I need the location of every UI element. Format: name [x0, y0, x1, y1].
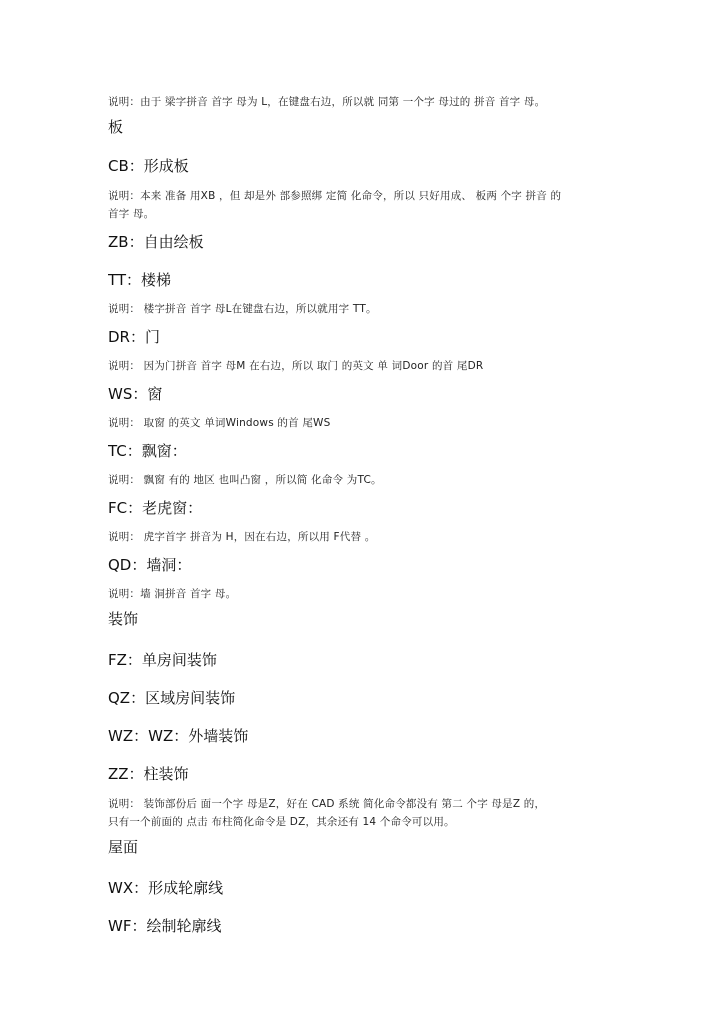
- command-ws: WS：窗: [108, 385, 163, 403]
- note-cb-explanation-line2: 首字 母。: [108, 208, 155, 220]
- command-wf: WF：绘制轮廓线: [108, 917, 222, 935]
- note-tt-explanation: 说明： 楼字拼音 首字 母L在键盘右边，所以就用字 TT。: [108, 303, 377, 315]
- note-zz-explanation-line2: 只有一个前面的 点击 布柱简化命令是 DZ，其余还有 14 个命令可以用。: [108, 816, 455, 828]
- command-cb: CB：形成板: [108, 157, 189, 175]
- note-zz-explanation-line1: 说明： 装饰部份后 面一个字 母是Z，好在 CAD 系统 简化命令都没有 第二 个字 母是Z 的，: [108, 798, 546, 810]
- section-title-decoration: 装饰: [108, 610, 139, 628]
- command-tt: TT：楼梯: [108, 271, 172, 289]
- note-ws-explanation: 说明： 取窗 的英文 单词Windows 的首 尾WS: [108, 417, 331, 429]
- command-fz: FZ：单房间装饰: [108, 651, 217, 669]
- command-qz: QZ：区域房间装饰: [108, 689, 236, 707]
- command-fc: FC：老虎窗：: [108, 499, 203, 517]
- command-wz: WZ：WZ：外墙装饰: [108, 727, 249, 745]
- note-tc-explanation: 说明： 飘窗 有的 地区 也叫凸窗 ，所以简 化命令 为TC。: [108, 474, 382, 486]
- command-wx: WX：形成轮廓线: [108, 879, 224, 897]
- command-tc: TC：飘窗：: [108, 442, 187, 460]
- note-beam-explanation: 说明：由于 梁字拼音 首字 母为 L，在键盘右边，所以就 同第 一个字 母过的 拼音 首字 母。: [108, 96, 546, 108]
- command-qd: QD：墙洞：: [108, 556, 192, 574]
- note-cb-explanation-line1: 说明：本来 准备 用XB ，但 却是外 部参照绑 定简 化命令，所以 只好用成、 板两 个字 拼音 的: [108, 190, 562, 202]
- note-dr-explanation: 说明： 因为门拼音 首字 母M 在右边，所以 取门 的英文 单 词Door 的首 尾DR: [108, 360, 484, 372]
- note-fc-explanation: 说明： 虎字首字 拼音为 H，因在右边，所以用 F代替 。: [108, 531, 376, 543]
- note-qd-explanation: 说明：墙 洞拼音 首字 母。: [108, 588, 237, 600]
- section-title-slab: 板: [108, 118, 124, 136]
- command-zb: ZB：自由绘板: [108, 233, 204, 251]
- command-zz: ZZ：柱装饰: [108, 765, 189, 783]
- command-dr: DR：门: [108, 328, 160, 346]
- section-title-roof: 屋面: [108, 838, 139, 856]
